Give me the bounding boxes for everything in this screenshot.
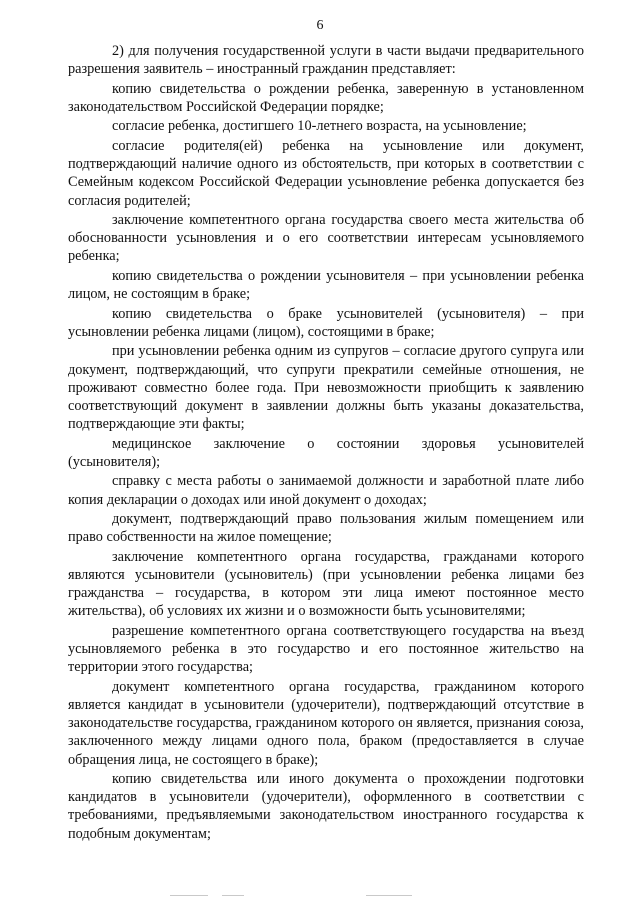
paragraph-birth-certificate-copy: копию свидетельства о рождении ребенка, заверенную в установленном законодательством Российской Федерации порядке; <box>68 80 584 115</box>
paragraph-adopter-birth-certificate: копию свидетельства о рождении усыновителя – при усыновлении ребенка лицом, не состоящим в браке; <box>68 267 584 303</box>
paragraph-living-conditions-conclusion: заключение компетентного органа государства, гражданами которого являются усыновители (усыновитель) (при усыновлении ребенка лицами без гражданства – государства, в котором эти лица имеют постоянное место жительства), об условиях их жизни и о возможности быть усыновителями; <box>68 548 584 620</box>
page-number: 6 <box>316 18 324 33</box>
paragraph-parents-consent: согласие родителя(ей) ребенка на усыновление или документ, подтверждающий наличие одного из обстоятельств, при которых в соответствии с Семейным кодексом Российской Федерации усыновление ребенка допускается без согласия родителей; <box>68 137 584 209</box>
paragraph-medical-report: медицинское заключение о состоянии здоровья усыновителей (усыновителя); <box>68 435 584 470</box>
paragraph-spouse-consent: при усыновлении ребенка одним из супругов – согласие другого супруга или документ, подтверждающий, что супруги прекратили семейные отношения, не проживают совместно более года. При невозможности приобщить к заявлению соответствующий документ в заявлении должны быть указаны доказательства, подтверждающие эти факты; <box>68 343 584 433</box>
paragraph-income-certificate: справку с места работы о занимаемой должности и заработной плате либо копия декларации о доходах или иной документ о доходах; <box>68 473 584 508</box>
paragraph-intro: 2) для получения государственной услуги в части выдачи предварительного разрешения заявитель – иностранный гражданин представляет: <box>68 43 584 78</box>
paragraph-housing-document: документ, подтверждающий право пользования жилым помещением или право собственности на жилое помещение; <box>68 511 584 546</box>
paragraph-competent-authority-conclusion: заключение компетентного органа государства своего места жительства об обоснованности усыновления и о его соответствии интересам усыновляемого ребенка; <box>68 212 584 265</box>
paragraph-same-sex-union-document: документ компетентного органа государства, гражданином которого является кандидат в усыновители (удочерители), подтверждающий отсутствие в законодательстве государства, гражданином которого он является, признания союза, заключенного между лицами одного пола, браком (предоставляется в случае обращения лица, не состоящего в браке); <box>68 678 584 768</box>
paragraph-training-certificate: копию свидетельства или иного документа о прохождении подготовки кандидатов в усыновители (удочерители), оформленного в соответствии с требованиями, предъявляемыми законодательством иностранного государства к подобным документам; <box>68 771 584 842</box>
paragraph-marriage-certificate: копию свидетельства о браке усыновителей (усыновителя) – при усыновлении ребенка лицами (лицом), состоящими в браке; <box>68 305 584 340</box>
paragraph-child-consent: согласие ребенка, достигшего 10-летнего возраста, на усыновление; <box>112 118 527 135</box>
paragraph-entry-permission: разрешение компетентного органа соответствующего государства на въезд усыновляемого ребенка в это государство и его постоянное жительство на территории этого государства; <box>68 622 584 676</box>
document-body <box>68 42 584 844</box>
footer-scan-marks <box>170 893 470 899</box>
